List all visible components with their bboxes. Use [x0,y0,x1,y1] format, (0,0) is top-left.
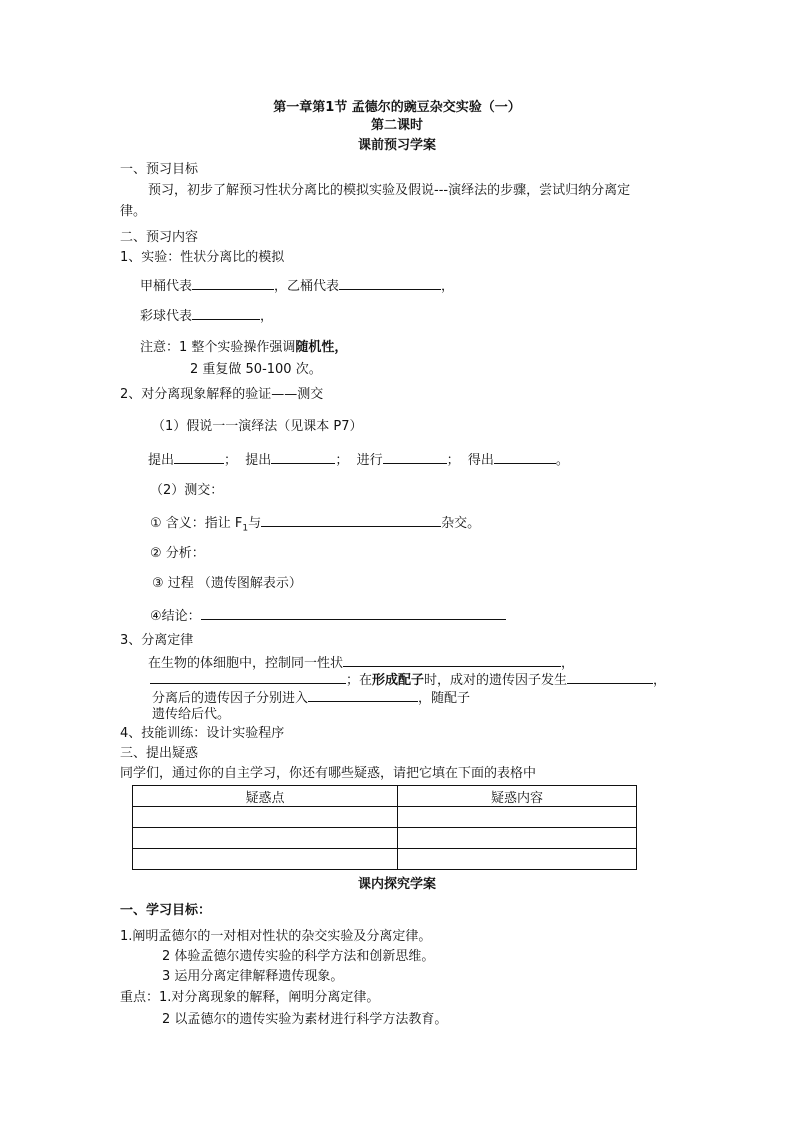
inclass-title: 课内探究学案 [357,877,436,892]
document-title: 第一章第1节 孟德尔的豌豆杂交实验（一） [273,100,521,115]
blank-step-1[interactable] [174,451,224,464]
comma: ， [561,656,575,671]
table-cell[interactable] [398,807,637,828]
doubt-heading: 三、提出疑惑 [120,746,199,761]
note-line-2: 2 重复做 50-100 次。 [190,362,322,377]
learning-goal-heading: 一、学习目标： [120,903,212,918]
law-line-1 [148,654,574,672]
blank-step-3[interactable] [383,451,447,464]
conclusion-line [150,607,506,625]
item-1-heading: 1、实验：性状分离比的模拟 [120,250,285,265]
law-emphasis: 形成配子 [372,673,425,688]
step-label: 得出 [467,453,494,468]
step-label: 进行 [356,453,383,468]
blank-meaning[interactable] [261,514,441,527]
blank-law-3[interactable] [567,671,653,684]
table-header-cell: 疑惑点 [133,786,398,807]
blank-bucket-b[interactable] [339,277,441,290]
process-label: ③ 过程 （遗传图解表示） [152,576,302,591]
note-line-1 [140,340,347,356]
learning-goal-1: 1.阐明孟德尔的一对相对性状的杂交实验及分离定律。 [120,929,432,944]
law-line-2 [150,671,666,689]
preview-goal-text-1: 预习，初步了解预习性状分离比的模拟实验及假说---演绎法的步骤，尝试归纳分离定 [148,183,631,198]
law-text: 在生物的体细胞中，控制同一性状 [148,656,344,671]
table-cell[interactable] [398,828,637,849]
note-prefix: 注意：1 整个实验操作强调 [140,340,296,355]
preview-goal-heading: 一、预习目标 [120,162,199,177]
key-point-2: 2 以孟德尔的遗传实验为素材进行科学方法教育。 [162,1012,448,1027]
pre-study-title: 课前预习学案 [357,138,436,153]
lesson-subtitle: 第二课时 [370,118,423,133]
bucket-b-label: 乙桶代表 [287,279,340,294]
comma: ， [260,309,274,324]
meaning-label: ① 含义：指让 F [150,516,243,531]
table-header-row [133,786,637,807]
separator: ； [335,453,349,468]
conclusion-label: ④结论： [150,609,201,624]
bucket-a-label: 甲桶代表 [140,279,193,294]
table-row [133,849,637,870]
blank-ball[interactable] [192,307,260,320]
meaning-line [150,514,480,537]
ball-label: 彩球代表 [140,309,193,324]
blank-law-1[interactable] [343,654,561,667]
blank-bucket-a[interactable] [192,277,274,290]
table-cell[interactable] [133,828,398,849]
comma: ， [441,279,455,294]
table-cell[interactable] [133,807,398,828]
ball-line [140,307,273,325]
note-emphasis: 随机性， [295,340,348,355]
learning-goal-2: 2 体验孟德尔遗传实验的科学方法和创新思维。 [162,949,435,964]
preview-content-heading: 二、预习内容 [120,230,199,245]
step-label: 提出 [148,453,175,468]
law-text: 分离后的遗传因子分别进入 [152,691,309,706]
comma: ， [653,673,667,688]
subscript: 1 [242,523,249,534]
steps-line [148,451,569,469]
table-cell[interactable] [133,849,398,870]
table-row [133,807,637,828]
law-line-3 [152,689,470,707]
blank-conclusion[interactable] [201,607,506,620]
table-header-cell: 疑惑内容 [398,786,637,807]
meaning-with: 与 [248,516,262,531]
item-4-heading: 4、技能训练：设计实验程序 [120,726,285,741]
blank-step-4[interactable] [494,451,556,464]
blank-step-2[interactable] [271,451,335,464]
comma: ， [274,279,288,294]
law-line-4: 遗传给后代。 [152,707,231,722]
preview-goal-text-2: 律。 [120,204,147,219]
learning-goal-3: 3 运用分离定律解释遗传现象。 [162,969,344,984]
bucket-line [140,277,454,295]
separator: ； [446,453,460,468]
analysis-label: ② 分析： [150,546,205,561]
period: 。 [555,453,569,468]
table-cell[interactable] [398,849,637,870]
item-2-heading: 2、对分离现象解释的验证——测交 [120,387,324,402]
separator: ； [224,453,238,468]
meaning-end: 杂交。 [441,516,481,531]
doubt-instruction: 同学们，通过你的自主学习，你还有哪些疑惑，请把它填在下面的表格中 [120,766,537,781]
law-text: ；在 [346,673,373,688]
testcross-heading: （2）测交： [150,483,224,498]
step-label: 提出 [245,453,272,468]
table-row [133,828,637,849]
law-text: ，随配子 [418,691,471,706]
item-3-heading: 3、分离定律 [120,633,194,648]
key-point-1: 重点：1.对分离现象的解释，阐明分离定律。 [120,990,380,1005]
doubt-table [132,785,637,870]
blank-law-2[interactable] [150,671,346,684]
law-text: 时，成对的遗传因子发生 [424,673,568,688]
blank-law-4[interactable] [308,689,418,702]
hypothesis-deduction: （1）假说一一演绎法（见课本 P7） [152,419,363,434]
